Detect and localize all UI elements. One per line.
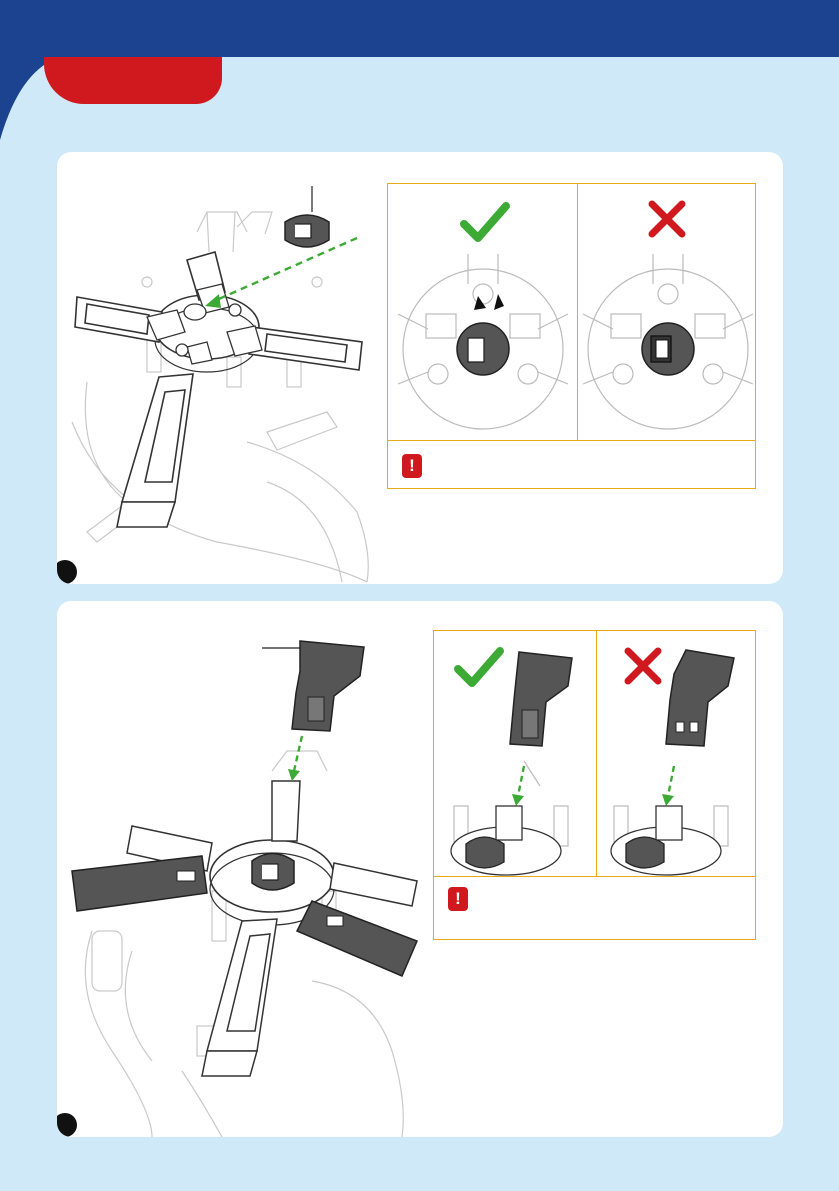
callout-horizontal-divider — [388, 440, 755, 441]
callout-horizontal-divider — [434, 876, 755, 877]
callout-vertical-divider — [577, 184, 578, 440]
section-tab — [44, 57, 222, 104]
correct-clip-detail — [398, 254, 568, 438]
check-icon — [462, 202, 508, 242]
step-1-comparison-callout — [387, 183, 756, 489]
wrong-clip-detail — [583, 254, 753, 438]
correct-part-orientation-detail — [444, 646, 594, 874]
warning-icon: ! — [402, 454, 422, 478]
step-2-assembly-illustration — [72, 631, 442, 1137]
step-1-panel — [57, 152, 783, 584]
callout-vertical-divider — [596, 631, 597, 876]
step-2-panel — [57, 601, 783, 1137]
cross-icon — [648, 200, 686, 238]
warning-icon: ! — [448, 887, 468, 911]
header-band — [0, 0, 839, 57]
wrong-part-orientation-detail — [604, 646, 754, 874]
step-2-comparison-callout — [433, 630, 756, 940]
step-1-assembly-illustration — [67, 182, 387, 582]
